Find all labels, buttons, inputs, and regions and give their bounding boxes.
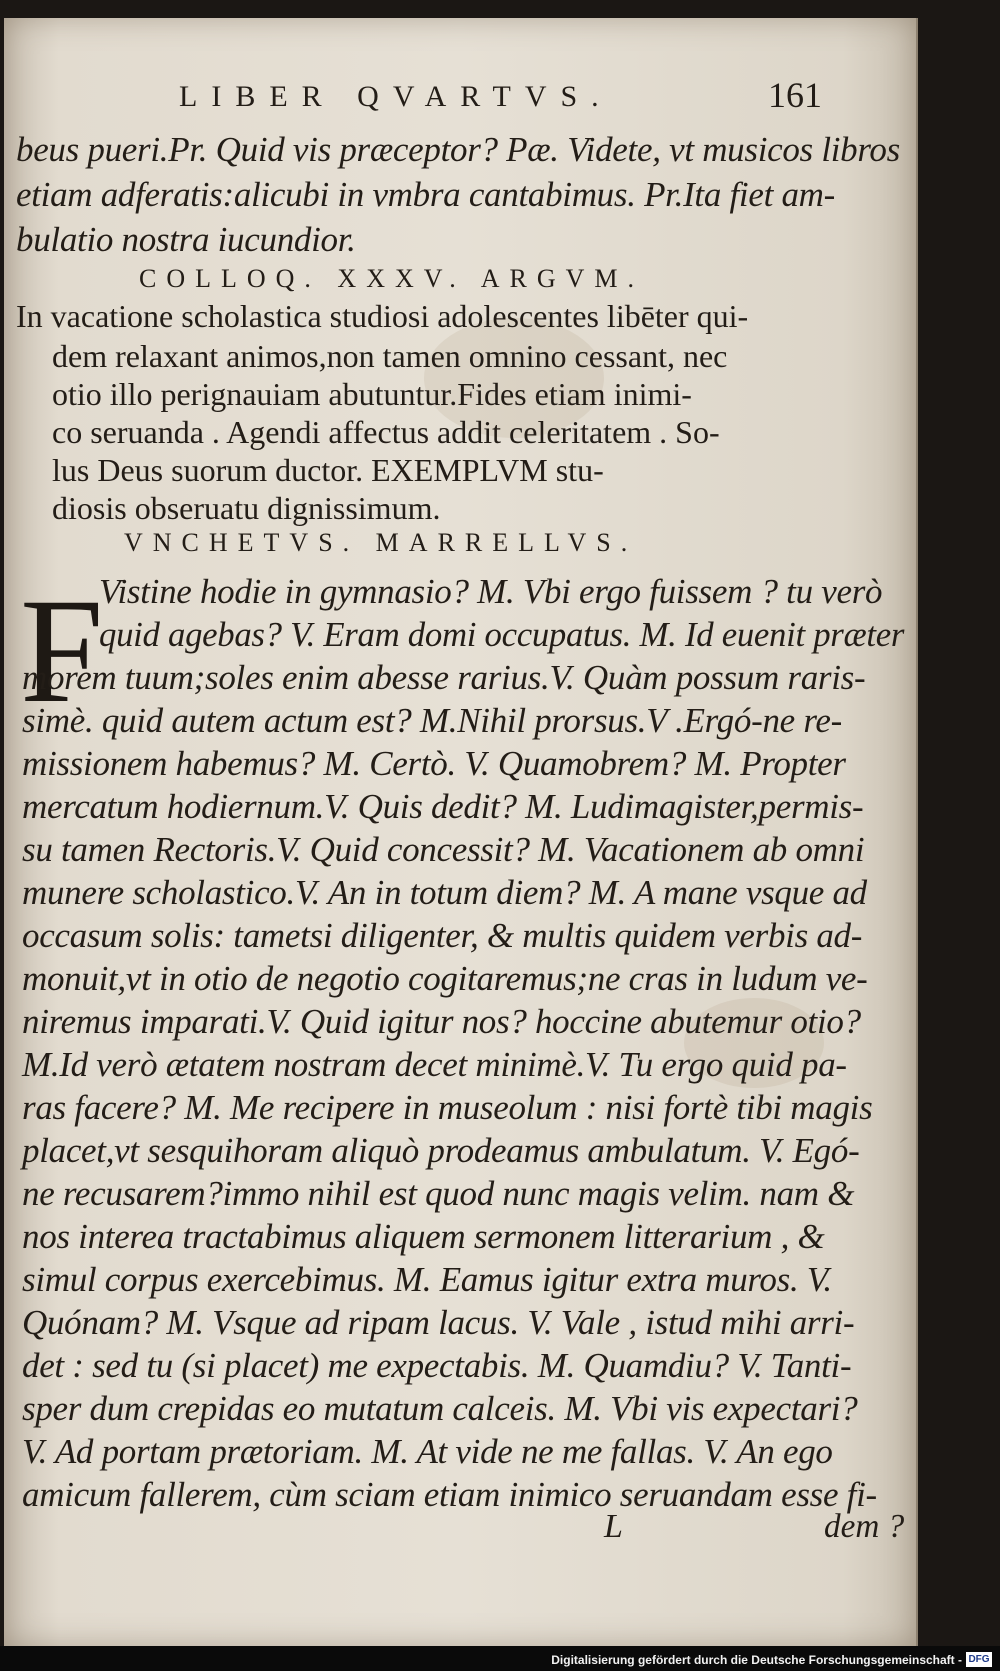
argument-line: co seruanda . Agendi affectus addit celeritatem . So- bbox=[52, 414, 720, 450]
dialogue-line: morem tuum;soles enim abesse rarius.V. Quàm possum raris- bbox=[22, 658, 866, 697]
dialogue-line: monuit,vt in otio de negotio cogitaremus;ne cras in ludum ve- bbox=[22, 959, 868, 998]
text-line: bulatio nostra iucundior. bbox=[16, 220, 356, 259]
dialogue-line: mercatum hodiernum.V. Quis dedit? M. Ludimagister,permis- bbox=[22, 787, 864, 826]
speakers-heading: VNCHETVS. MARRELLVS. bbox=[124, 528, 638, 557]
catchword: dem ? bbox=[824, 1508, 905, 1545]
dialogue-line: simè. quid autem actum est? M.Nihil prorsus.V .Ergó-ne re- bbox=[22, 701, 842, 740]
dfg-logo-icon: DFG bbox=[966, 1652, 992, 1667]
argument-line: diosis obseruatu dignissimum. bbox=[52, 490, 441, 526]
text-line: etiam adferatis:alicubi in vmbra cantabimus. Pr.Ita fiet am- bbox=[16, 175, 835, 214]
dialogue-line: M.Id verò ætatem nostram decet minimè.V. Tu ergo quid pa- bbox=[22, 1045, 847, 1084]
dialogue-line: Quónam? M. Vsque ad ripam lacus. V. Vale , istud mihi arri- bbox=[22, 1303, 855, 1342]
running-head: LIBER QVARTVS. bbox=[179, 80, 613, 113]
drop-cap: F bbox=[20, 568, 104, 734]
colloquy-heading: COLLOQ. XXXV. ARGVM. bbox=[139, 264, 645, 293]
dialogue-line: niremus imparati.V. Quid igitur nos? hoccine abutemur otio? bbox=[22, 1002, 861, 1041]
dialogue-line: ne recusarem?immo nihil est quod nunc magis velim. nam & bbox=[22, 1174, 855, 1213]
argument-line: In vacatione scholastica studiosi adolescentes libēter qui- bbox=[16, 298, 749, 334]
dialogue-line: V. Ad portam prætoriam. M. At vide ne me fallas. V. An ego bbox=[22, 1432, 833, 1471]
dialogue-line: quid agebas? V. Eram domi occupatus. M. Id euenit præter bbox=[99, 615, 905, 654]
dialogue-line: ras facere? M. Me recipere in museolum : nisi fortè tibi magis bbox=[22, 1088, 873, 1127]
footer-credit: Digitalisierung gefördert durch die Deutsche Forschungsgemeinschaft - bbox=[551, 1653, 962, 1667]
dialogue-line: Vistine hodie in gymnasio? M. Vbi ergo fuissem ? tu verò bbox=[99, 572, 883, 611]
text-line: beus pueri.Pr. Quid vis præceptor? Pæ. Videte, vt musicos libros bbox=[16, 130, 900, 169]
book-page bbox=[4, 18, 918, 1646]
page-number: 161 bbox=[768, 75, 822, 115]
dialogue-line: sper dum crepidas eo mutatum calceis. M. Vbi vis expectari? bbox=[22, 1389, 858, 1428]
dialogue-line: det : sed tu (si placet) me expectabis. M. Quamdiu? V. Tanti- bbox=[22, 1346, 852, 1385]
dialogue-line: placet,vt sesquihoram aliquò prodeamus ambulatum. V. Egó- bbox=[22, 1131, 860, 1170]
dialogue-line: occasum solis: tametsi diligenter, & multis quidem verbis ad- bbox=[22, 916, 863, 955]
dialogue-line: missionem habemus? M. Certò. V. Quamobrem? M. Propter bbox=[22, 744, 846, 783]
dialogue-line: su tamen Rectoris.V. Quid concessit? M. Vacationem ab omni bbox=[22, 830, 865, 869]
argument-line: lus Deus suorum ductor. EXEMPLVM stu- bbox=[52, 452, 604, 488]
argument-line: otio illo perignauiam abutuntur.Fides etiam inimi- bbox=[52, 376, 692, 412]
dialogue-line: nos interea tractabimus aliquem sermonem litterarium , & bbox=[22, 1217, 825, 1256]
dialogue-line: munere scholastico.V. An in totum diem? M. A mane vsque ad bbox=[22, 873, 867, 912]
dialogue-line: amicum fallerem, cùm sciam etiam inimico seruandam esse fi- bbox=[22, 1475, 877, 1514]
argument-line: dem relaxant animos,non tamen omnino cessant, nec bbox=[52, 338, 728, 374]
dialogue-line: simul corpus exercebimus. M. Eamus igitur extra muros. V. bbox=[22, 1260, 832, 1299]
footer-bar bbox=[0, 1646, 1000, 1671]
signature-mark: L bbox=[604, 1508, 623, 1545]
